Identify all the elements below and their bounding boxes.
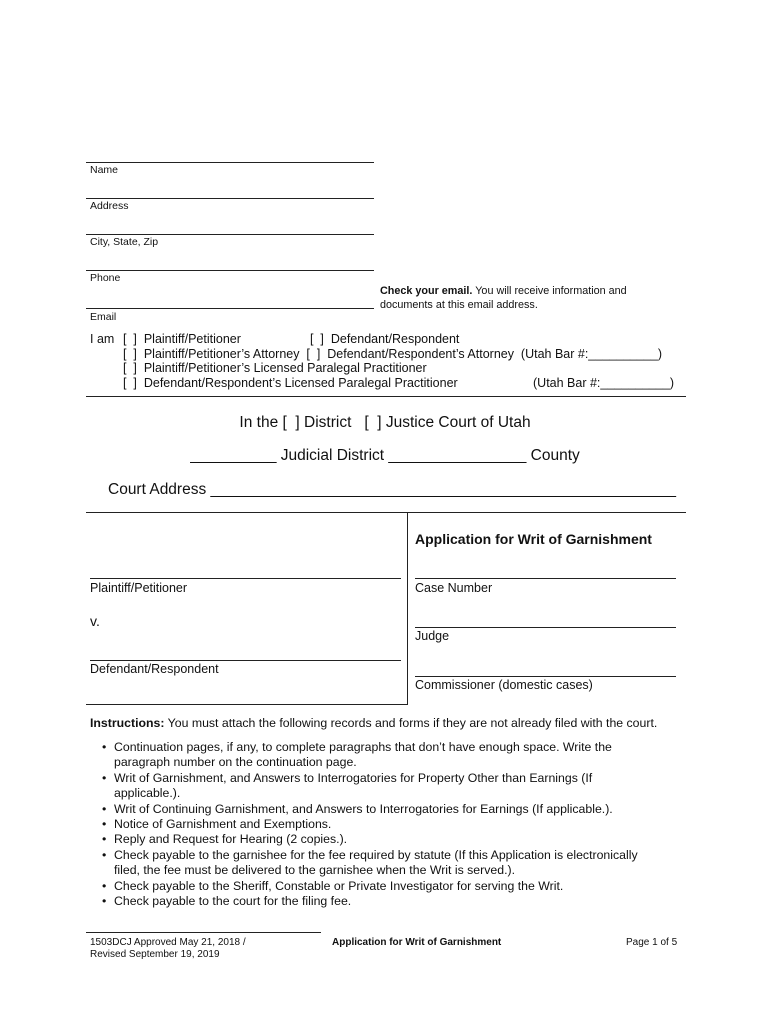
list-item: • Writ of Continuing Garnishment, and Answers to Interrogatories for Earnings (If applicable.). xyxy=(100,802,660,817)
utah-bar-number[interactable]: (Utah Bar #:__________) xyxy=(533,376,675,390)
email-line[interactable] xyxy=(86,308,374,309)
city-state-zip-line[interactable] xyxy=(86,234,374,235)
email-label: Email xyxy=(90,311,117,323)
commissioner-label: Commissioner (domestic cases) xyxy=(415,678,593,692)
role-attorney[interactable]: [ ] Plaintiff/Petitioner’s Attorney [ ] Defendant/Respondent’s Attorney (Utah Bar #:__________) xyxy=(123,347,662,361)
page-number: Page 1 of 5 xyxy=(626,937,678,948)
versus-label: v. xyxy=(90,613,100,629)
instructions-list xyxy=(100,740,660,909)
iam-label: I am xyxy=(90,332,115,346)
instructions-heading: Instructions: xyxy=(90,716,165,730)
judge-line[interactable] xyxy=(415,627,676,628)
role-plaintiff-lpp[interactable]: [ ] Plaintiff/Petitioner’s Licensed Paralegal Practitioner xyxy=(123,361,427,375)
list-item: • Reply and Request for Hearing (2 copies.). xyxy=(100,832,660,847)
address-label: Address xyxy=(90,200,129,212)
plaintiff-label: Plaintiff/Petitioner xyxy=(90,581,188,595)
instructions-intro xyxy=(90,716,657,730)
caption-divider xyxy=(407,512,408,704)
email-note-text: You will receive information and xyxy=(472,285,627,297)
footer-rule xyxy=(86,932,321,933)
name-label: Name xyxy=(90,164,119,176)
name-line[interactable] xyxy=(86,162,374,163)
header-divider xyxy=(86,396,686,397)
form-revised: Revised September 19, 2019 xyxy=(90,949,220,960)
list-item: • Writ of Garnishment, and Answers to Interrogatories for Property Other than Earnings (If applicable.). xyxy=(100,771,660,802)
role-plaintiff[interactable]: [ ] Plaintiff/Petitioner xyxy=(123,332,241,346)
form-number xyxy=(90,937,246,961)
email-note-bold: Check your email. xyxy=(380,285,473,297)
list-item: • Check payable to the court for the filing fee. xyxy=(100,894,660,909)
phone-line[interactable] xyxy=(86,270,374,271)
instructions-text: You must attach the following records and forms if they are not already filed with the court. xyxy=(164,716,658,730)
list-item: • Check payable to the garnishee for the fee required by statute (If this Application is electronically filed, the fee must be delivered to the garnishee when the Writ is served.). xyxy=(100,848,660,879)
phone-label: Phone xyxy=(90,272,121,284)
judge-label: Judge xyxy=(415,629,450,643)
list-item: • Notice of Garnishment and Exemptions. xyxy=(100,817,660,832)
role-defendant-lpp[interactable]: [ ] Defendant/Respondent’s Licensed Paralegal Practitioner xyxy=(123,376,458,390)
caption-top-border xyxy=(86,512,686,513)
case-number-line[interactable] xyxy=(415,578,676,579)
caption-bottom-border xyxy=(86,704,408,705)
list-item: • Continuation pages, if any, to complete paragraphs that don’t have enough space. Write the paragraph number on the continuation page. xyxy=(100,740,660,771)
court-type-line: In the [ ] District [ ] Justice Court of Utah xyxy=(239,414,531,431)
form-approved: 1503DCJ Approved May 21, 2018 / xyxy=(90,937,246,948)
plaintiff-line[interactable] xyxy=(90,578,401,579)
address-line[interactable] xyxy=(86,198,374,199)
commissioner-line[interactable] xyxy=(415,676,676,677)
city-state-zip-label: City, State, Zip xyxy=(90,236,159,248)
defendant-label: Defendant/Respondent xyxy=(90,662,219,676)
email-note xyxy=(380,284,670,312)
email-note-text-2: documents at this email address. xyxy=(380,299,538,311)
case-number-label: Case Number xyxy=(415,581,493,595)
court-address-line: Court Address ______________________________________________________ xyxy=(108,481,677,498)
role-defendant[interactable]: [ ] Defendant/Respondent xyxy=(310,332,460,346)
footer-title: Application for Writ of Garnishment xyxy=(332,937,502,948)
defendant-line[interactable] xyxy=(90,660,401,661)
document-title: Application for Writ of Garnishment xyxy=(415,531,652,547)
list-item: • Check payable to the Sheriff, Constable or Private Investigator for serving the Writ. xyxy=(100,879,660,894)
judicial-district-line: __________ Judicial District ________________ County xyxy=(190,447,580,464)
